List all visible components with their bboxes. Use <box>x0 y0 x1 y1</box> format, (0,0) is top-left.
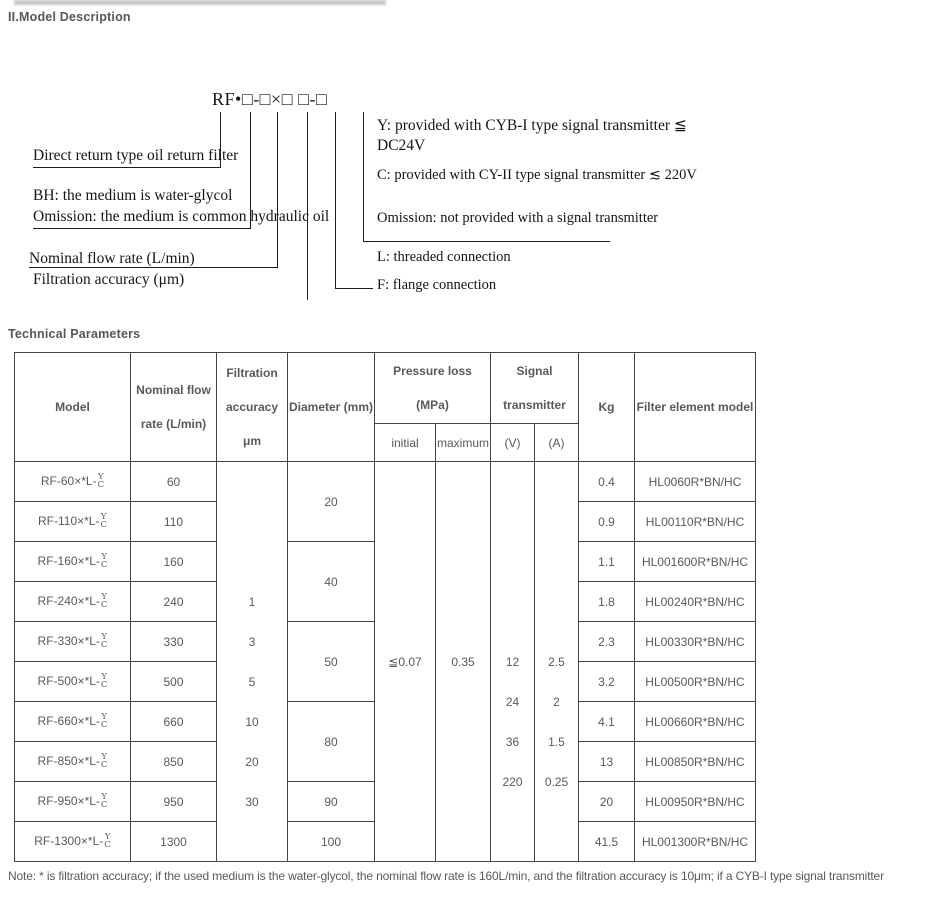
diameter-cell: 50 <box>288 622 375 702</box>
kg-cell: 4.1 <box>579 702 635 742</box>
element-cell: HL0060R*BN/HC <box>635 462 756 502</box>
flow-cell: 850 <box>131 742 217 782</box>
flow-cell: 240 <box>131 582 217 622</box>
model-code: RF•□-□×□ □-□ <box>212 89 328 109</box>
label-omission-medium: Omission: the medium is common hydraulic oil <box>33 208 330 225</box>
diameter-cell: 40 <box>288 542 375 622</box>
yc-stack: Y C <box>104 831 111 850</box>
kg-cell: 41.5 <box>579 822 635 862</box>
diameter-cell: 80 <box>288 702 375 782</box>
model-cell: RF-850×*L- Y C <box>15 742 131 782</box>
header-diameter: Diameter (mm) <box>288 353 375 462</box>
section-heading-technical-parameters: Technical Parameters <box>8 327 141 341</box>
kg-cell: 13 <box>579 742 635 782</box>
label-flange-connection: F: flange connection <box>377 277 497 293</box>
diameter-cell: 90 <box>288 782 375 822</box>
header-model: Model <box>15 353 131 462</box>
connector-line-3 <box>277 112 278 267</box>
model-cell: RF-330×*L- Y C <box>15 622 131 662</box>
label-threaded-connection: L: threaded connection <box>377 249 511 265</box>
flow-cell: 330 <box>131 622 217 662</box>
element-cell: HL001300R*BN/HC <box>635 822 756 862</box>
technical-parameters-table <box>14 352 756 862</box>
yc-stack: Y C <box>100 591 108 610</box>
underline-signal-block <box>363 241 610 242</box>
label-omission-signal: Omission: not provided with a signal transmitter <box>377 210 659 226</box>
flow-cell: 660 <box>131 702 217 742</box>
yc-stack: Y C <box>100 671 108 690</box>
model-cell: RF-660×*L- Y C <box>15 702 131 742</box>
underline-omission-medium <box>33 228 251 229</box>
element-cell: HL00850R*BN/HC <box>635 742 756 782</box>
section-heading-model-description: II.Model Description <box>8 10 131 24</box>
header-filter-element-model: Filter element model <box>635 353 756 462</box>
yc-stack: Y C <box>97 471 105 490</box>
footnote: Note: * is filtration accuracy; if the used medium is the water-glycol, the nominal flow rate is 160L/min, and the filtration accuracy is 10μm; if a CYB-I type signal transmitter <box>8 869 884 883</box>
header-kg: Kg <box>579 353 635 462</box>
model-cell: RF-1300×*L- Y C <box>15 822 131 862</box>
flow-cell: 1300 <box>131 822 217 862</box>
diameter-cell: 100 <box>288 822 375 862</box>
connector-line-5 <box>335 112 336 288</box>
yc-stack: Y C <box>100 711 108 730</box>
kg-cell: 3.2 <box>579 662 635 702</box>
header-nominal-flow: Nominal flow rate (L/min) <box>131 353 217 462</box>
diameter-cell: 20 <box>288 462 375 542</box>
model-cell: RF-500×*L- Y C <box>15 662 131 702</box>
yc-stack: Y C <box>100 511 107 530</box>
kg-cell: 1.8 <box>579 582 635 622</box>
connector-flange <box>335 288 373 289</box>
connector-line-4 <box>307 112 308 300</box>
signal-amps-cell: 2.5 2 1.5 0.25 <box>535 462 579 862</box>
yc-stack: Y C <box>100 551 108 570</box>
table-row <box>15 462 756 502</box>
flow-cell: 110 <box>131 502 217 542</box>
header-pressure-loss: Pressure loss (MPa) <box>375 353 491 424</box>
flow-cell: 500 <box>131 662 217 702</box>
element-cell: HL00330R*BN/HC <box>635 622 756 662</box>
model-cell: RF-60×*L- Y C <box>15 462 131 502</box>
filtration-values-cell: 1 3 5 10 20 30 <box>217 462 288 862</box>
yc-stack: Y C <box>100 631 108 650</box>
model-cell: RF-240×*L- Y C <box>15 582 131 622</box>
model-cell: RF-110×*L- Y C <box>15 502 131 542</box>
model-cell: RF-950×*L- Y C <box>15 782 131 822</box>
signal-volts-cell: 12 24 36 220 <box>491 462 535 862</box>
kg-cell: 20 <box>579 782 635 822</box>
label-signal-c: C: provided with CY-II type signal transmitter ≲ 220V <box>377 167 697 183</box>
flow-cell: 160 <box>131 542 217 582</box>
header-filtration-accuracy: Filtration accuracy μm <box>217 353 288 462</box>
header-initial: initial <box>375 424 436 462</box>
label-signal-y-line1: Y: provided with CYB-I type signal transmitter ≦ <box>377 117 687 134</box>
yc-stack: Y C <box>100 791 108 810</box>
element-cell: HL001600R*BN/HC <box>635 542 756 582</box>
flow-cell: 950 <box>131 782 217 822</box>
element-cell: HL00110R*BN/HC <box>635 502 756 542</box>
pressure-maximum-cell: 0.35 <box>436 462 491 862</box>
connector-line-6 <box>363 112 364 241</box>
element-cell: HL00240R*BN/HC <box>635 582 756 622</box>
header-signal-transmitter: Signal transmitter <box>491 353 579 424</box>
kg-cell: 1.1 <box>579 542 635 582</box>
cropped-text-artifact <box>14 0 386 5</box>
label-direct-return-filter: Direct return type oil return filter <box>33 147 239 164</box>
label-nominal-flow-rate: Nominal flow rate (L/min) <box>29 250 195 267</box>
element-cell: HL00950R*BN/HC <box>635 782 756 822</box>
label-filtration-accuracy: Filtration accuracy (μm) <box>33 271 185 288</box>
label-signal-y-line2: DC24V <box>377 137 426 154</box>
underline-direct-return <box>33 167 221 168</box>
kg-cell: 2.3 <box>579 622 635 662</box>
element-cell: HL00500R*BN/HC <box>635 662 756 702</box>
kg-cell: 0.4 <box>579 462 635 502</box>
yc-stack: Y C <box>100 751 108 770</box>
header-volts: (V) <box>491 424 535 462</box>
label-bh-medium: BH: the medium is water-glycol <box>33 187 233 204</box>
header-amps: (A) <box>535 424 579 462</box>
pressure-initial-cell: ≦0.07 <box>375 462 436 862</box>
element-cell: HL00660R*BN/HC <box>635 702 756 742</box>
model-cell: RF-160×*L- Y C <box>15 542 131 582</box>
header-maximum: maximum <box>436 424 491 462</box>
flow-cell: 60 <box>131 462 217 502</box>
kg-cell: 0.9 <box>579 502 635 542</box>
